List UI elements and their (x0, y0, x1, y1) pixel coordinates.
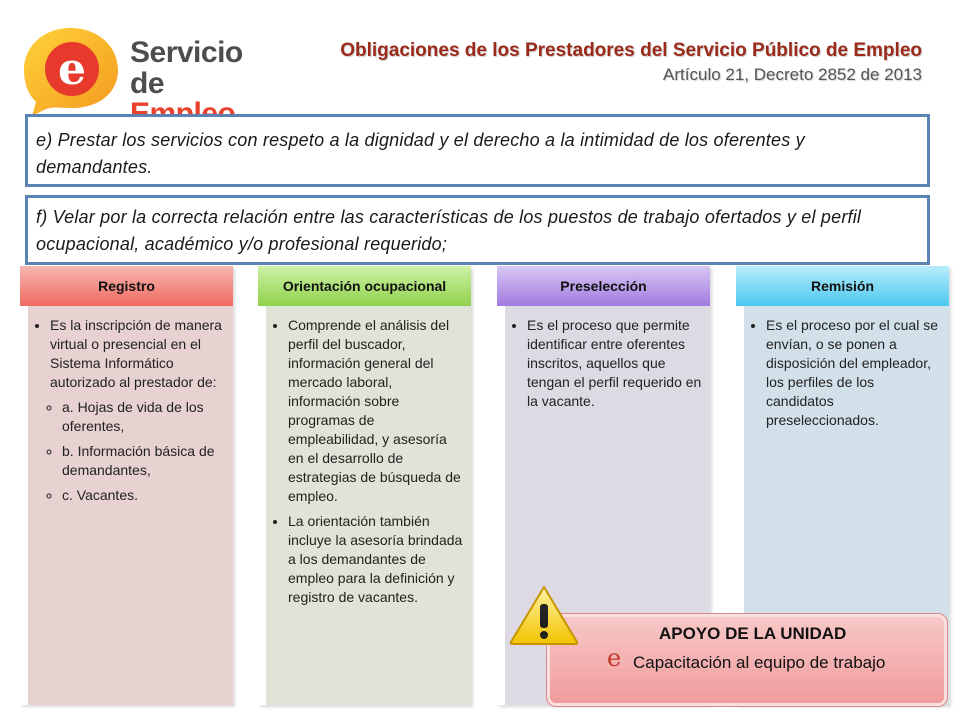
column-title: Registro (20, 266, 233, 306)
column-title: Remisión (736, 266, 949, 306)
svg-text:e: e (58, 44, 86, 95)
page-header (340, 40, 922, 85)
logo-line-servicio: Servicio (130, 36, 243, 69)
page-subtitle: Artículo 21, Decreto 2852 de 2013 (663, 65, 922, 84)
column-body (266, 306, 471, 705)
obligation-f-box: f) Velar por la correcta relación entre las características de los puestos de trabajo ofertados y el perfil ocupacional, académico y/o profesional requerido; (25, 195, 930, 265)
logo-mark-icon (22, 24, 122, 116)
warning-icon (508, 584, 580, 646)
column-registro (20, 266, 233, 705)
column-title: Orientación ocupacional (258, 266, 471, 306)
logo-line-de: de (130, 67, 165, 100)
servicio-empleo-logo (22, 24, 252, 116)
support-callout (546, 613, 948, 707)
support-title: APOYO DE LA UNIDAD (659, 624, 847, 643)
list-item: ◦ b. Información básica de demandantes, (62, 442, 225, 480)
column-body (28, 306, 233, 705)
obligation-e-box: e) Prestar los servicios con respeto a la dignidad y el derecho a la intimidad de los oferentes y demandantes. (25, 114, 930, 187)
list-item: • Comprende el análisis del perfil del buscador, información general del mercado laboral, información sobre programas de empleabilidad, y asesoría en el desarrollo de estrategias de búsqueda de empleo. (288, 316, 463, 506)
page-title: Obligaciones de los Prestadores del Servicio Público de Empleo (340, 40, 922, 61)
list-item: ◦ a. Hojas de vida de los oferentes, (62, 398, 225, 436)
support-bullet-icon: e (607, 644, 622, 672)
list-item: • La orientación también incluye la asesoría brindada a los demandantes de empleo para la definición y registro de vacantes. (288, 512, 463, 607)
list-item: ◦ c. Vacantes. (62, 486, 225, 505)
list-item: • Es el proceso por el cual se envían, o se ponen a disposición del empleador, los perfiles de los candidatos preseleccionados. (766, 316, 941, 430)
list-item: • Es el proceso que permite identificar entre oferentes inscritos, aquellos que tengan el perfil requerido en la vacante. (527, 316, 702, 411)
list-item: • Es la inscripción de manera virtual o presencial en el Sistema Informático autorizado al prestador de: ◦ a. Hojas de vida de los oferentes, ◦ b. Información básica de demandantes, ◦ c. Vacantes. (50, 316, 225, 505)
support-text: Capacitación al equipo de trabajo (633, 653, 886, 672)
column-title: Preselección (497, 266, 710, 306)
column-orientacion (258, 266, 471, 705)
